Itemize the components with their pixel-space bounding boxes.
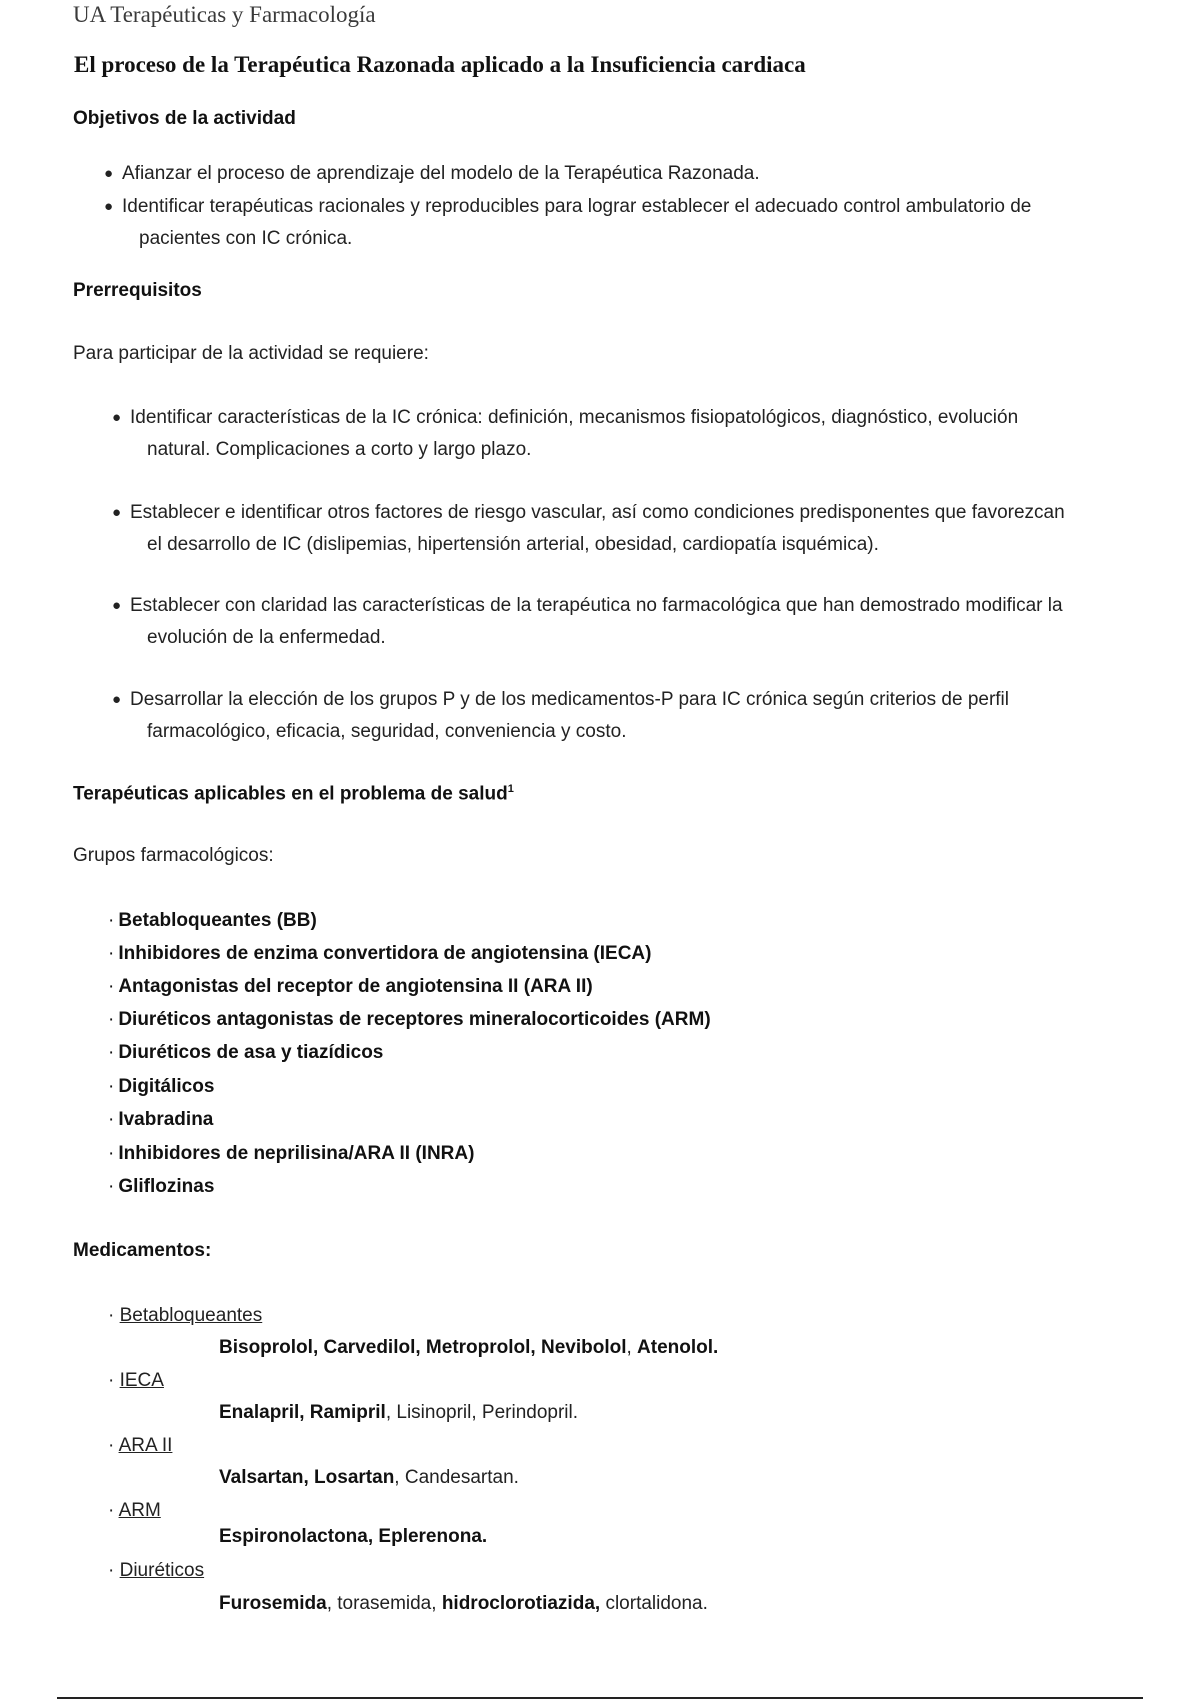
objetivo-text: Identificar terapéuticas racionales y reproducibles para lograr establecer el adecuado control ambulatorio de xyxy=(122,196,1032,217)
med-category: · Betabloqueantes xyxy=(108,1305,263,1326)
med-category-label: ARM xyxy=(118,1500,161,1521)
bullet-dot-icon: ● xyxy=(112,691,122,708)
med-category-label: IECA xyxy=(119,1370,164,1391)
prerrequisito-text-cont: natural. Complicaciones a corto y largo plazo. xyxy=(147,439,532,460)
med-list: Espironolactona, Eplerenona. xyxy=(219,1526,488,1547)
med-list: Bisoprolol, Carvedilol, Metroprolol, Nevibolol, Atenolol. xyxy=(219,1337,719,1358)
prerrequisito-text-cont: el desarrollo de IC (dislipemias, hipertensión arterial, obesidad, cardiopatía isquémica). xyxy=(147,534,879,555)
prerrequisito-text: Establecer con claridad las características de la terapéutica no farmacológica que han demostrado modificar la xyxy=(130,595,1063,616)
objetivos-heading: Objetivos de la actividad xyxy=(73,108,296,129)
grupo-text: Antagonistas del receptor de angiotensina II (ARA II) xyxy=(118,976,593,997)
grupo-text: Diuréticos antagonistas de receptores mineralocorticoides (ARM) xyxy=(118,1009,711,1030)
prerrequisito-text: Establecer e identificar otros factores de riesgo vascular, así como condiciones predisponentes que favorezcan xyxy=(130,502,1065,523)
med-category-label: Betabloqueantes xyxy=(119,1305,263,1326)
med-category: · ARM xyxy=(108,1500,161,1521)
prerrequisito-text-cont: farmacológico, eficacia, seguridad, conveniencia y costo. xyxy=(147,721,627,742)
medicamentos-heading: Medicamentos: xyxy=(73,1240,212,1261)
grupo-item: · Gliflozinas xyxy=(108,1176,215,1197)
grupo-text: Gliflozinas xyxy=(118,1176,215,1197)
grupo-text: Betabloqueantes (BB) xyxy=(118,910,317,931)
grupo-item: · Inhibidores de enzima convertidora de angiotensina (IECA) xyxy=(108,943,652,964)
prerrequisito-text: Identificar características de la IC crónica: definición, mecanismos fisiopatológicos, diagnóstico, evolución xyxy=(130,407,1019,428)
page-header: UA Terapéuticas y Farmacología xyxy=(73,2,376,27)
bullet-dot-icon: ● xyxy=(112,504,122,521)
prerrequisito-text-cont: evolución de la enfermedad. xyxy=(147,627,386,648)
med-list: Furosemida, torasemida, hidroclorotiazida, clortalidona. xyxy=(219,1593,708,1614)
med-category: · Diuréticos xyxy=(108,1560,205,1581)
prerrequisitos-intro: Para participar de la actividad se requiere: xyxy=(73,343,429,364)
grupo-item: · Diuréticos de asa y tiazídicos xyxy=(108,1042,384,1063)
grupo-item: · Diuréticos antagonistas de receptores mineralocorticoides (ARM) xyxy=(108,1009,711,1030)
bullet-dot-icon: ● xyxy=(112,409,122,426)
objetivo-text: Afianzar el proceso de aprendizaje del modelo de la Terapéutica Razonada. xyxy=(122,163,760,184)
prerrequisito-item xyxy=(112,590,1063,654)
prerrequisito-text: Desarrollar la elección de los grupos P y de los medicamentos-P para IC crónica según criterios de perfil xyxy=(130,689,1010,710)
bullet-dot-icon: ● xyxy=(104,198,114,215)
grupo-item: · Betabloqueantes (BB) xyxy=(108,910,317,931)
prerrequisito-item xyxy=(112,497,1065,561)
objetivo-text-cont: pacientes con IC crónica. xyxy=(139,228,353,249)
prerrequisitos-heading: Prerrequisitos xyxy=(73,280,202,301)
med-list: Valsartan, Losartan, Candesartan. xyxy=(219,1467,519,1488)
med-category-label: ARA II xyxy=(118,1435,173,1456)
grupo-text: Ivabradina xyxy=(118,1109,214,1130)
med-category-label: Diuréticos xyxy=(119,1560,205,1581)
grupo-item: · Ivabradina xyxy=(108,1109,214,1130)
footnote-divider xyxy=(57,1697,1143,1699)
grupo-item: · Inhibidores de neprilisina/ARA II (INRA) xyxy=(108,1143,475,1164)
bullet-dot-icon: ● xyxy=(104,165,114,182)
terapeuticas-heading xyxy=(73,783,514,805)
grupo-text: Inhibidores de neprilisina/ARA II (INRA) xyxy=(118,1143,475,1164)
grupo-item: · Digitálicos xyxy=(108,1076,215,1097)
objetivo-item xyxy=(104,191,1032,255)
footnote-ref: 1 xyxy=(507,783,514,795)
objetivo-item xyxy=(104,158,760,190)
bullet-dot-icon: ● xyxy=(112,597,122,614)
prerrequisito-item xyxy=(112,402,1019,466)
terapeuticas-heading-text: Terapéuticas aplicables en el problema de salud xyxy=(73,783,508,805)
document-title: El proceso de la Terapéutica Razonada aplicado a la Insuficiencia cardiaca xyxy=(74,52,806,77)
med-category: · IECA xyxy=(108,1370,164,1391)
grupo-item: · Antagonistas del receptor de angiotensina II (ARA II) xyxy=(108,976,593,997)
grupo-text: Digitálicos xyxy=(118,1076,215,1097)
prerrequisito-item xyxy=(112,684,1010,748)
grupo-text: Diuréticos de asa y tiazídicos xyxy=(118,1042,384,1063)
med-category: · ARA II xyxy=(108,1435,173,1456)
grupos-label: Grupos farmacológicos: xyxy=(73,845,274,866)
grupo-text: Inhibidores de enzima convertidora de angiotensina (IECA) xyxy=(118,943,652,964)
med-list: Enalapril, Ramipril, Lisinopril, Perindopril. xyxy=(219,1402,579,1423)
